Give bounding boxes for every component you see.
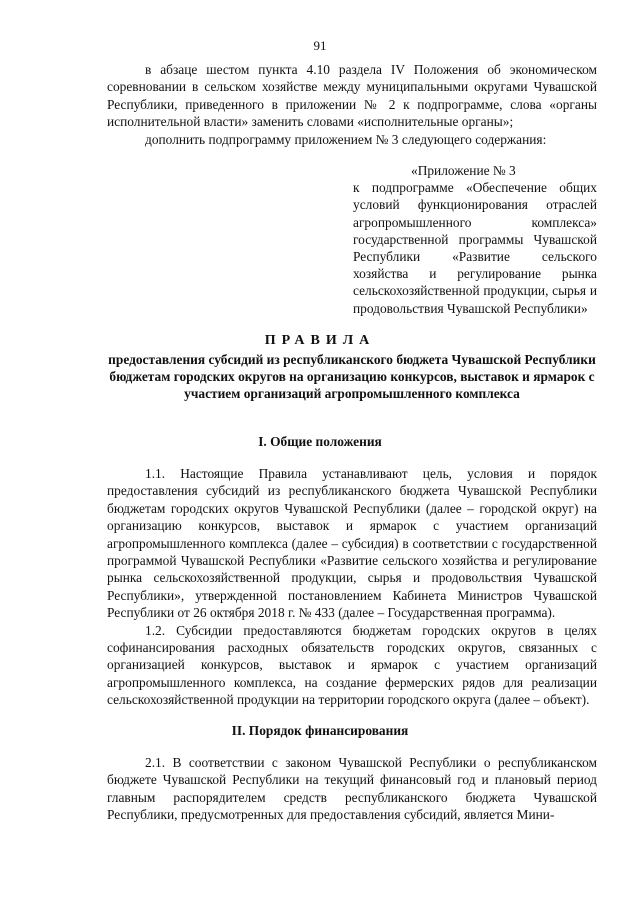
- intro-block: [107, 61, 597, 148]
- section-body: [107, 465, 597, 709]
- page-number: 91: [313, 38, 327, 53]
- appendix-text: к подпрограмме «Обеспечение общих условий функционирования отраслей агропромышленного комплекса» государственной программы Чувашской Республики «Развитие сельского хозяйства и регулирование рынка сельскохозяйственной продукции, сырья и продовольствия Чувашской Республики»: [353, 180, 597, 316]
- paragraph: 1.1. Настоящие Правила устанавливают цель, условия и порядок предоставления субсидий из республиканского бюджета Чувашской Республики бюджетам городских округов Чувашской Республики (далее – городской округ) на организацию конкурсов, выставок и ярмарок с участием организаций агропромышленного комплекса (далее – субсидия) в соответствии с государственной программой Чувашской Республики «Развитие сельского хозяйства и регулирование рынка сельскохозяйственной продукции, сырья и продовольствия Чувашской Республики», утвержденной постановлением Кабинета Министров Чувашской Республики от 26 октября 2018 г. № 433 (далее – Государственная программа).: [107, 466, 597, 621]
- rules-title: ПРАВИЛА: [264, 333, 376, 348]
- section-heading: II. Порядок финансирования: [231, 723, 409, 738]
- paragraph: 2.1. В соответствии с законом Чувашской Республики о республиканском бюджете Чувашской Республики на текущий финансовый год и плановый период главным распорядителем средств республиканского бюджета Чувашской Республики, предусмотренных для предоставления субсидий, является Мини-: [107, 755, 597, 823]
- intro-paragraph: в абзаце шестом пункта 4.10 раздела IV Положения об экономическом соревновании в сельском хозяйстве между муниципальными округами Чувашской Республики, приведенного в приложении № 2 к подпрограмме, слова «органы исполнительной власти» заменить словами «исполнительные органы»;: [107, 62, 597, 130]
- rules-subtitle: предоставления субсидий из республиканского бюджета Чувашской Республики бюджетам городских округов на организацию конкурсов, выставок и ярмарок с участием организаций агропромышленного комплекса: [108, 352, 596, 402]
- appendix-header: [353, 162, 597, 317]
- intro-paragraph: дополнить подпрограмму приложением № 3 следующего содержания:: [145, 131, 547, 147]
- section-heading: I. Общие положения: [258, 434, 382, 449]
- appendix-title: «Приложение № 3: [411, 163, 516, 178]
- paragraph: 1.2. Субсидии предоставляются бюджетам городских округов в целях софинансирования расходных обязательств городских округов, связанных с организацией конкурсов, выставок и ярмарок с участием организаций агропромышленного комплекса, на создание фермерских рядов для реализации сельскохозяйственной продукции на территории городского округа (далее – объект).: [107, 622, 597, 708]
- section-body: [107, 754, 597, 824]
